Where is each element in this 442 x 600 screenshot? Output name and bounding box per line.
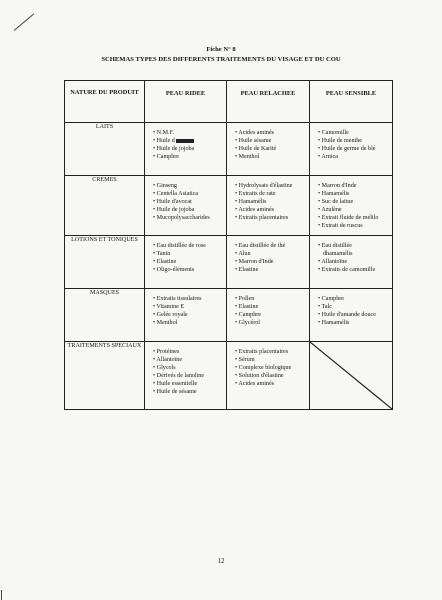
- list-item: • Allantoïne: [318, 259, 348, 265]
- document-title: SCHEMAS TYPES DES DIFFERENTS TRAITEMENTS DU VISAGE ET DU COU: [101, 56, 341, 63]
- list-item: • Solution d'élastine: [235, 373, 284, 379]
- list-item: • Hamamélis: [318, 191, 350, 197]
- list-item: • Glycérol: [235, 320, 260, 326]
- list-item: • Azulène: [318, 207, 342, 213]
- cell-peau-relachee: [227, 289, 310, 342]
- list-item: • Elastine: [153, 259, 177, 265]
- cell-peau-relachee: [227, 342, 310, 410]
- cell-peau-relachee: [227, 176, 310, 236]
- ingredient-list: [310, 123, 392, 163]
- ingredient-list: [227, 176, 309, 224]
- list-item: • Marron d'Inde: [318, 183, 357, 189]
- list-item: • Acides aminés: [235, 130, 275, 136]
- product-name: MASQUES: [65, 289, 145, 342]
- list-item: • Huile d'avocat: [153, 199, 192, 205]
- table-row: [65, 289, 393, 342]
- list-item: • Huile de sésame: [153, 389, 197, 395]
- list-item: • Tanin: [153, 251, 171, 257]
- list-item: • Extraits de rate: [235, 191, 276, 197]
- list-item: • Talc: [318, 304, 332, 310]
- list-item: • Complexe biologique: [235, 365, 292, 371]
- list-item: • Extrait fluide de mélilo: [318, 215, 379, 221]
- list-item: • Ginseng: [153, 183, 177, 189]
- list-item: • Hamamélis: [235, 199, 267, 205]
- product-name: TRAITEMENTS SPECIAUX: [65, 342, 145, 410]
- list-item: • Huile d'amande douce: [318, 312, 376, 318]
- list-item: • Glycols: [153, 365, 176, 371]
- fiche-number: Fiche N° 8: [206, 46, 236, 53]
- ingredient-list: [227, 236, 309, 276]
- list-item: • Huile essentielle: [153, 381, 198, 387]
- table-row: [65, 236, 393, 289]
- list-item: • Huile sésame: [235, 138, 272, 144]
- list-item: • Camphre: [235, 312, 262, 318]
- list-item: • Gelée royale: [153, 312, 188, 318]
- scan-edge-mark-top: [14, 13, 34, 30]
- cell-peau-ridee: [145, 176, 227, 236]
- list-item: • N.M.F.: [153, 130, 174, 136]
- list-item: • Camphre: [318, 296, 345, 302]
- ingredient-list: [310, 289, 392, 329]
- list-item: • Hamamélis: [318, 320, 350, 326]
- table-row: [65, 176, 393, 236]
- list-item: • Hydrolysats d'élastine: [235, 183, 293, 189]
- cell-peau-ridee: [145, 123, 227, 176]
- diagonal-strike-line: [310, 342, 392, 409]
- treatment-schema-table: [64, 80, 393, 410]
- ingredient-list: [227, 342, 309, 390]
- list-item: dhamamélis: [323, 251, 353, 257]
- ink-blot: [176, 139, 194, 143]
- product-name: LOTIONS ET TONIQUES: [65, 236, 145, 289]
- table-header-row: [65, 81, 393, 123]
- list-item: • Extraits placentaires: [235, 215, 289, 221]
- ingredient-list: [310, 236, 392, 276]
- list-item: • Protéines: [153, 349, 180, 355]
- list-item: • Camomille: [318, 130, 349, 136]
- cell-peau-relachee: [227, 123, 310, 176]
- list-item: • Eau distillée: [318, 243, 352, 249]
- list-item: • Eau distillée de rose: [153, 243, 206, 249]
- list-item: • Elastine: [235, 304, 259, 310]
- list-item: • Huile de menthe: [318, 138, 362, 144]
- list-item: • Huile d: [153, 137, 224, 145]
- product-name: LAITS: [65, 123, 145, 176]
- list-item: • Vitamine E: [153, 304, 185, 310]
- product-name: CREMES: [65, 176, 145, 236]
- list-item: • Alun: [235, 251, 251, 257]
- list-item: • Camphre: [153, 154, 180, 160]
- list-item: • Mucopolysaccharides: [153, 215, 210, 221]
- list-item: • Pollen: [235, 296, 255, 302]
- list-item: • Marron d'Inde: [235, 259, 274, 265]
- list-item: • Eau distillée de thé: [235, 243, 286, 249]
- list-item: • Centella Asiatica: [153, 191, 199, 197]
- list-item: • Huile de jojoba: [153, 207, 195, 213]
- table-row: [65, 342, 393, 410]
- list-item: • Extraits de camomille: [318, 267, 376, 273]
- list-item: • Elastine: [235, 267, 259, 273]
- list-item: • Menthol: [235, 154, 260, 160]
- page-number: 12: [217, 557, 225, 565]
- list-item: • Extraits tissulaires: [153, 296, 202, 302]
- list-item: • Extrait de ruscus: [318, 223, 363, 229]
- list-item: • Menthol: [153, 320, 178, 326]
- scan-edge-mark-left: [1, 590, 2, 600]
- list-item: • Allantoïne: [153, 357, 183, 363]
- cell-peau-sensible: [310, 123, 393, 176]
- ingredient-list: [227, 123, 309, 163]
- list-item: • Arnica: [318, 154, 338, 160]
- cell-peau-ridee: [145, 289, 227, 342]
- list-item: • Suc de laitue: [318, 199, 354, 205]
- list-item: • Dérivés de lanoline: [153, 373, 205, 379]
- list-item: • Extraits placentaires: [235, 349, 289, 355]
- ingredient-list: [145, 176, 226, 224]
- list-item: • Oligo-éléments: [153, 267, 195, 273]
- ingredient-list: [227, 289, 309, 329]
- ingredient-list: [145, 236, 226, 276]
- cell-peau-relachee: [227, 236, 310, 289]
- list-item: • Acides aminés: [235, 207, 275, 213]
- cell-peau-ridee: [145, 342, 227, 410]
- list-item: • Huile de germe de blé: [318, 146, 376, 152]
- column-header-peau-sensible: PEAU SENSIBLE: [310, 81, 393, 123]
- column-header-nature: NATURE DU PRODUIT: [65, 81, 145, 123]
- ingredient-list: [145, 342, 226, 398]
- column-header-peau-ridee: PEAU RIDEE: [145, 81, 227, 123]
- cell-peau-sensible: [310, 236, 393, 289]
- ingredient-list: [145, 123, 226, 163]
- cell-peau-sensible: [310, 176, 393, 236]
- list-item: • Huile de jojoba: [153, 146, 195, 152]
- table-row: [65, 123, 393, 176]
- cell-peau-ridee: [145, 236, 227, 289]
- crossed-out-cell: [310, 342, 393, 410]
- list-item: • Sérum: [235, 357, 255, 363]
- cell-peau-sensible: [310, 289, 393, 342]
- list-item: • Acides aminés: [235, 381, 275, 387]
- column-header-peau-relachee: PEAU RELACHEE: [227, 81, 310, 123]
- list-item: • Huile de Karité: [235, 146, 277, 152]
- ingredient-list: [145, 289, 226, 329]
- ingredient-list: [310, 176, 392, 232]
